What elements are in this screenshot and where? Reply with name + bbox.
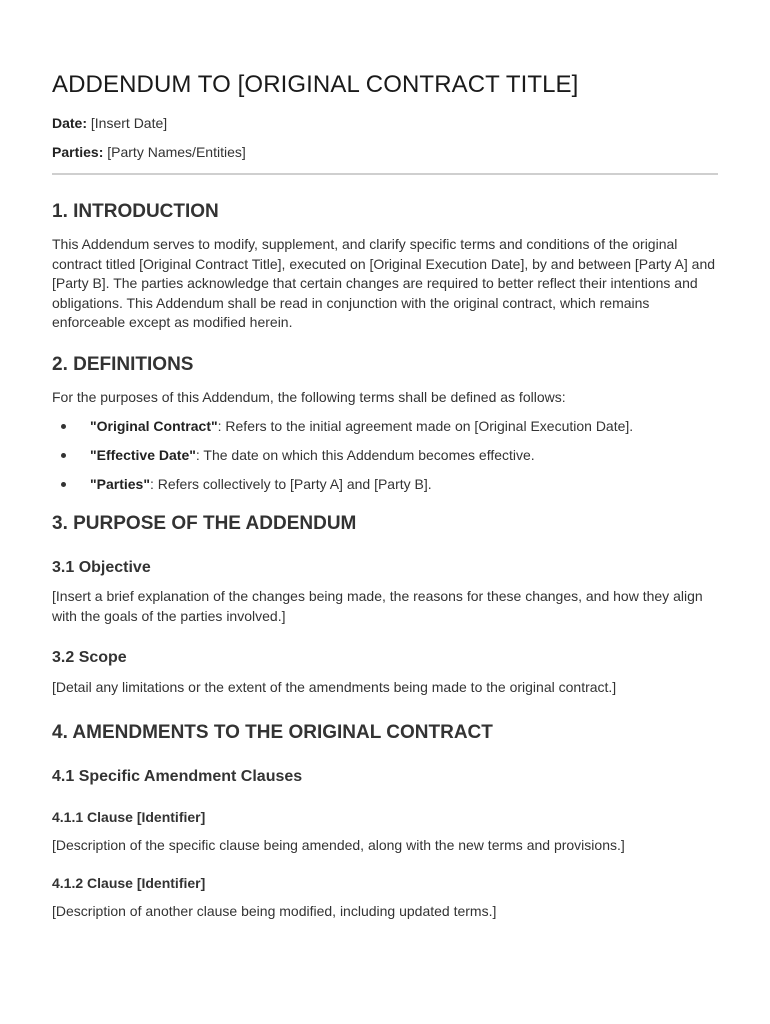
section-definitions-heading: 2. DEFINITIONS bbox=[52, 353, 194, 375]
objective-heading: 3.1 Objective bbox=[52, 559, 151, 576]
date-label: Date: bbox=[52, 115, 88, 131]
date-value: [Insert Date] bbox=[87, 115, 168, 131]
list-item bbox=[52, 417, 718, 435]
list-item bbox=[52, 446, 718, 464]
parties-value: [Party Names/Entities] bbox=[103, 144, 246, 160]
section-amendments-heading: 4. AMENDMENTS TO THE ORIGINAL CONTRACT bbox=[52, 721, 493, 743]
scope-body: [Detail any limitations or the extent of the amendments being made to the original contract.] bbox=[52, 679, 617, 695]
definition-text: : Refers collectively to [Party A] and [Party B]. bbox=[149, 476, 432, 492]
header-divider bbox=[52, 173, 718, 175]
definitions-list bbox=[52, 417, 718, 493]
bullet-icon bbox=[61, 482, 66, 487]
clause-1-body: [Description of the specific clause being amended, along with the new terms and provisions.] bbox=[52, 836, 625, 853]
definition-text: : Refers to the initial agreement made on [Original Execution Date]. bbox=[217, 418, 634, 434]
clause-2-heading: 4.1.2 Clause [Identifier] bbox=[52, 875, 206, 891]
definition-term: "Parties" bbox=[90, 476, 150, 492]
scope-heading: 3.2 Scope bbox=[52, 649, 127, 666]
clause-1-heading: 4.1.1 Clause [Identifier] bbox=[52, 808, 206, 825]
section-introduction-heading: 1. INTRODUCTION bbox=[52, 201, 219, 222]
document-title: ADDENDUM TO [ORIGINAL CONTRACT TITLE] bbox=[52, 71, 579, 98]
clause-2-body: [Description of another clause being modified, including updated terms.] bbox=[52, 903, 497, 919]
definition-term: "Original Contract" bbox=[90, 418, 218, 434]
document-body bbox=[52, 68, 718, 922]
parties-label: Parties: bbox=[52, 144, 104, 160]
bullet-icon bbox=[61, 424, 66, 429]
definition-term: "Effective Date" bbox=[90, 447, 196, 463]
specific-amendments-heading: 4.1 Specific Amendment Clauses bbox=[52, 767, 303, 785]
definitions-intro: For the purposes of this Addendum, the following terms shall be defined as follows: bbox=[52, 388, 566, 405]
definition-text: : The date on which this Addendum becomes effective. bbox=[195, 447, 535, 463]
date-line bbox=[52, 114, 718, 132]
introduction-body: This Addendum serves to modify, supplement, and clarify specific terms and conditions of the original contract titled [Original Contract Title], executed on [Original Execution Date], by and between [Party A] and [Party B]. The parties acknowledge that certain changes are required to better reflect their intentions and obligations. This Addendum shall be read in conjunction with the original contract, which remains enforceable except as modified herein. bbox=[52, 236, 716, 330]
list-item bbox=[52, 475, 718, 493]
objective-body: [Insert a brief explanation of the changes being made, the reasons for these changes, and how they align with the goals of the parties involved.] bbox=[52, 588, 703, 624]
bullet-icon bbox=[61, 453, 66, 458]
parties-line bbox=[52, 143, 718, 161]
section-purpose-heading: 3. PURPOSE OF THE ADDENDUM bbox=[52, 513, 357, 534]
